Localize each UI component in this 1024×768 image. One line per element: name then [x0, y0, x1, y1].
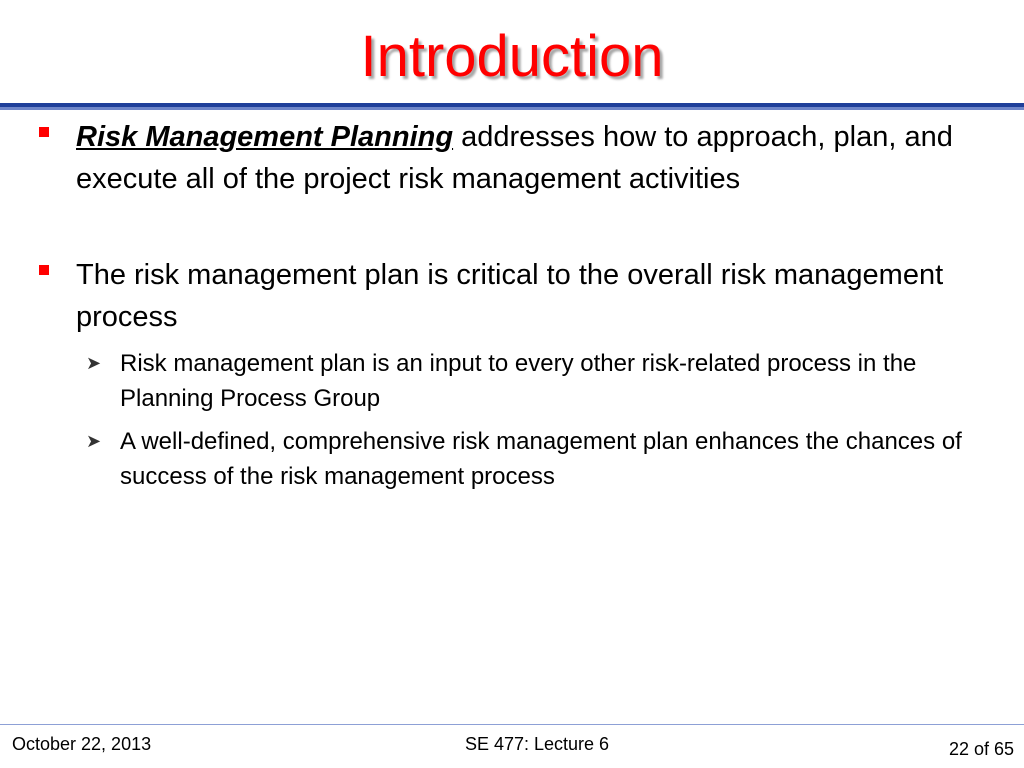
sub-bullet-input-to-processes	[86, 346, 1000, 416]
bullet-term: Risk Management Planning	[76, 121, 454, 153]
bullet-risk-management-planning	[76, 116, 976, 200]
arrow-bullet-icon: ➤	[86, 353, 102, 373]
title-divider	[0, 103, 1024, 110]
footer-date: October 22, 2013	[12, 734, 152, 754]
arrow-bullet-icon: ➤	[86, 431, 102, 451]
footer-page-number: 22 of 65	[948, 739, 1014, 759]
slide-title: Introduction	[360, 24, 664, 89]
bullet-text: addresses how to approach, plan, and execute all of the project risk management activities	[76, 121, 953, 195]
footer-course: SE 477: Lecture 6	[464, 734, 610, 754]
sub-bullet-text: Risk management plan is an input to every other risk-related process in the Planning Process Group	[120, 350, 917, 412]
bullet-plan-critical	[76, 254, 976, 338]
square-bullet-icon	[39, 265, 49, 275]
sub-bullet-well-defined-plan	[86, 424, 1000, 494]
footer-divider	[0, 724, 1024, 725]
square-bullet-icon	[39, 127, 49, 137]
sub-bullet-text: A well-defined, comprehensive risk management plan enhances the chances of success of the risk management process	[120, 428, 962, 490]
bullet-text: The risk management plan is critical to the overall risk management process	[76, 259, 944, 333]
